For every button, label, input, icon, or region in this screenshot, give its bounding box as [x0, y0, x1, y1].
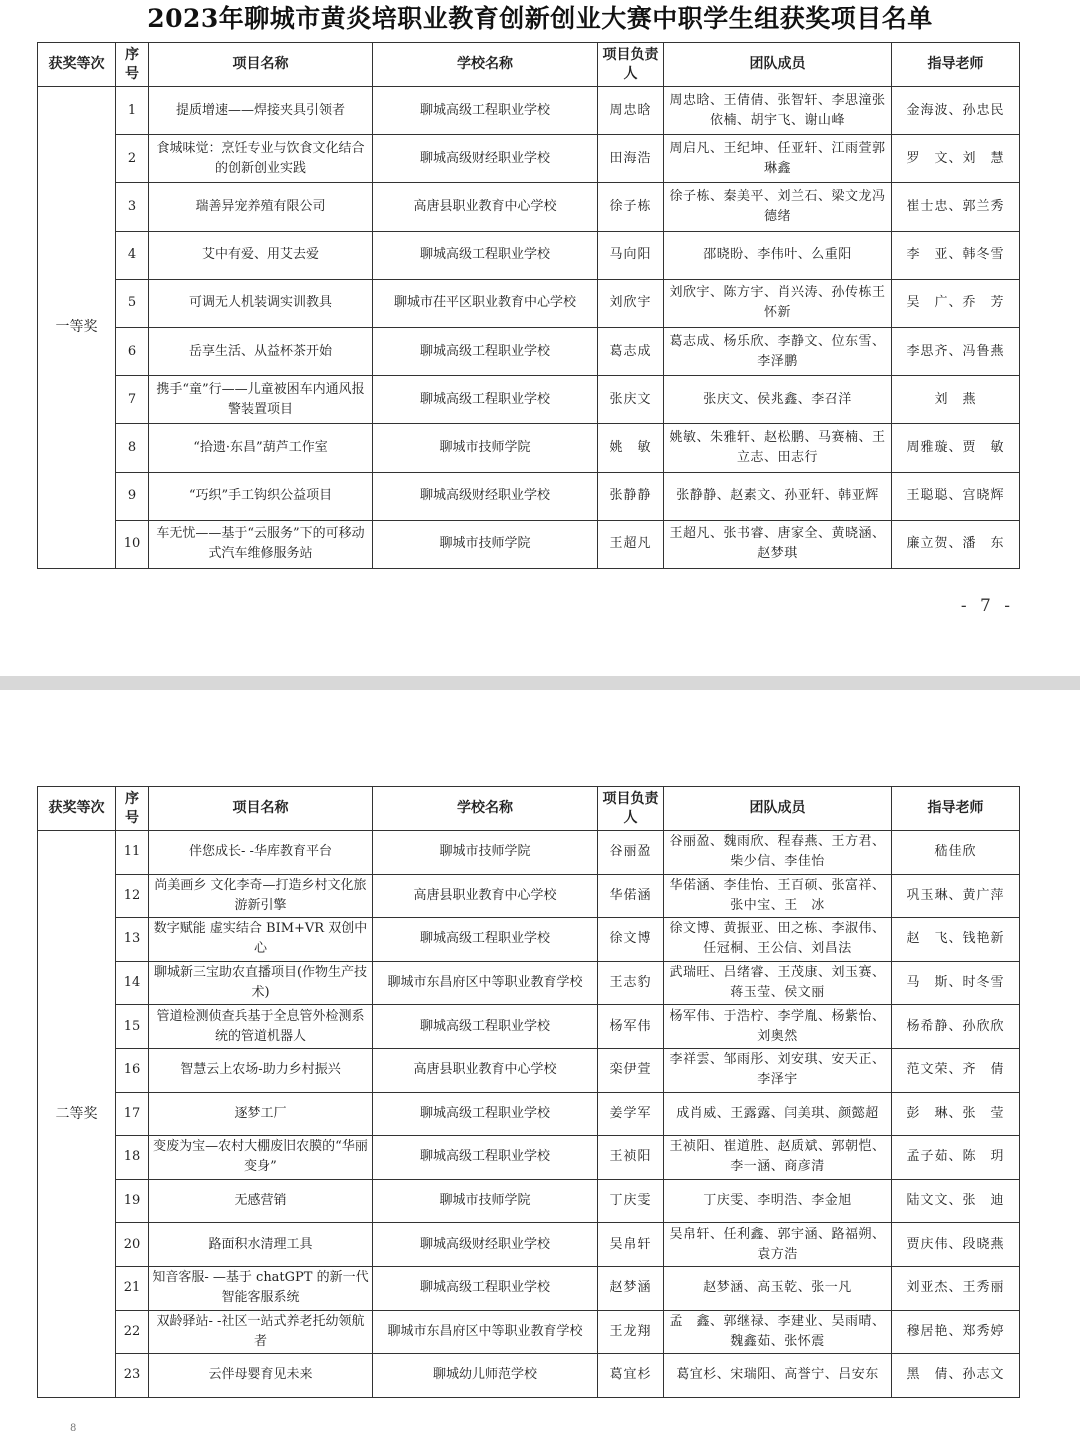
team-members-cell: 杨军伟、于浩柠、李学胤、杨紫怡、刘奥然 [664, 1005, 892, 1049]
table-row [38, 874, 1020, 918]
team-members-cell: 周启凡、王纪坤、任亚轩、江雨萱郭琳鑫 [664, 135, 892, 183]
team-members-cell: 周忠晗、王倩倩、张智轩、李思潼张依楠、胡宇飞、谢山峰 [664, 87, 892, 135]
table-row [38, 424, 1020, 472]
table-row [38, 1005, 1020, 1049]
header-award-level: 获奖等次 [38, 787, 116, 831]
table-row [38, 1223, 1020, 1267]
project-name-cell: 岳享生活、从益杯茶开始 [149, 327, 373, 375]
school-name-cell: 聊城市茌平区职业教育中心学校 [373, 279, 598, 327]
header-project-name: 项目名称 [149, 787, 373, 831]
school-name-cell: 聊城市东昌府区中等职业教育学校 [373, 961, 598, 1005]
team-members-cell: 葛宜杉、宋瑞阳、高誉宁、吕安东 [664, 1354, 892, 1398]
serial-number-cell: 13 [116, 918, 149, 962]
serial-number-cell: 15 [116, 1005, 149, 1049]
project-name-cell: “拾遗·东昌”葫芦工作室 [149, 424, 373, 472]
page-separator [0, 676, 1080, 690]
project-name-cell: 食城味觉：烹饪专业与饮食文化结合的创新创业实践 [149, 135, 373, 183]
advisor-cell: 陆文文、张 迪 [892, 1179, 1020, 1223]
advisor-cell: 孟子茹、陈 玥 [892, 1136, 1020, 1180]
advisor-cell: 黑 倩、孙志文 [892, 1354, 1020, 1398]
project-name-cell: 聊城新三宝助农直播项目(作物生产技术) [149, 961, 373, 1005]
team-members-cell: 刘欣宇、陈方宇、肖兴涛、孙传栋王怀新 [664, 279, 892, 327]
table-row [38, 327, 1020, 375]
school-name-cell: 聊城市技师学院 [373, 424, 598, 472]
table-row [38, 135, 1020, 183]
project-leader-cell: 王超凡 [598, 520, 664, 568]
table-row [38, 183, 1020, 231]
project-leader-cell: 赵梦涵 [598, 1266, 664, 1310]
serial-number-cell: 4 [116, 231, 149, 279]
header-project-leader: 项目负责人 [598, 43, 664, 87]
team-members-cell: 吴帛轩、任利鑫、郭宇涵、路福朔、袁方浩 [664, 1223, 892, 1267]
school-name-cell: 聊城高级工程职业学校 [373, 1092, 598, 1136]
serial-number-cell: 18 [116, 1136, 149, 1180]
serial-number-cell: 21 [116, 1266, 149, 1310]
header-project-name: 项目名称 [149, 43, 373, 87]
advisor-cell: 彭 琳、张 莹 [892, 1092, 1020, 1136]
project-leader-cell: 徐子栋 [598, 183, 664, 231]
table-row [38, 376, 1020, 424]
advisor-cell: 刘 燕 [892, 376, 1020, 424]
team-members-cell: 丁庆雯、李明浩、李金旭 [664, 1179, 892, 1223]
table-row [38, 1266, 1020, 1310]
table-row [38, 918, 1020, 962]
team-members-cell: 武瑞旺、吕绪睿、王茂康、刘玉赛、蒋玉莹、侯文丽 [664, 961, 892, 1005]
project-leader-cell: 杨军伟 [598, 1005, 664, 1049]
advisor-cell: 巩玉琳、黄广萍 [892, 874, 1020, 918]
project-leader-cell: 栾伊萱 [598, 1048, 664, 1092]
serial-number-cell: 1 [116, 87, 149, 135]
project-name-cell: 艾中有爱、用艾去爱 [149, 231, 373, 279]
advisor-cell: 嵇佳欣 [892, 831, 1020, 875]
project-leader-cell: 田海浩 [598, 135, 664, 183]
team-members-cell: 赵梦涵、高玉乾、张一凡 [664, 1266, 892, 1310]
project-leader-cell: 王龙翔 [598, 1310, 664, 1354]
award-level-cell: 一等奖 [38, 87, 116, 569]
table-row [38, 520, 1020, 568]
school-name-cell: 聊城市技师学院 [373, 520, 598, 568]
project-name-cell: 逐梦工厂 [149, 1092, 373, 1136]
project-name-cell: 管道检测侦查兵基于全息管外检测系统的管道机器人 [149, 1005, 373, 1049]
team-members-cell: 张静静、赵素文、孙亚轩、韩亚辉 [664, 472, 892, 520]
team-members-cell: 谷丽盈、魏雨欣、程春燕、王方君、柴少信、李佳怡 [664, 831, 892, 875]
team-members-cell: 徐文博、黄振亚、田之栋、李淑伟、任冠桐、王公信、刘昌法 [664, 918, 892, 962]
project-name-cell: 提质增速——焊接夹具引领者 [149, 87, 373, 135]
project-leader-cell: 张静静 [598, 472, 664, 520]
table-row [38, 279, 1020, 327]
school-name-cell: 聊城市技师学院 [373, 1179, 598, 1223]
advisor-cell: 穆居艳、郑秀婷 [892, 1310, 1020, 1354]
team-members-cell: 邵晓盼、李伟叶、么重阳 [664, 231, 892, 279]
project-name-cell: 变废为宝—农村大棚废旧农膜的“华丽变身” [149, 1136, 373, 1180]
table-row [38, 1354, 1020, 1398]
project-leader-cell: 葛志成 [598, 327, 664, 375]
serial-number-cell: 8 [116, 424, 149, 472]
table-row [38, 1092, 1020, 1136]
advisor-cell: 赵 飞、钱艳新 [892, 918, 1020, 962]
project-name-cell: 携手“童”行——儿童被困车内通风报警装置项目 [149, 376, 373, 424]
project-name-cell: 瑞善异宠养殖有限公司 [149, 183, 373, 231]
project-leader-cell: 王祯阳 [598, 1136, 664, 1180]
awards-table-second-prize [37, 786, 1020, 1398]
school-name-cell: 高唐县职业教育中心学校 [373, 1048, 598, 1092]
project-name-cell: 可调无人机装调实训教具 [149, 279, 373, 327]
serial-number-cell: 10 [116, 520, 149, 568]
header-school-name: 学校名称 [373, 43, 598, 87]
team-members-cell: 张庆文、侯兆鑫、李召洋 [664, 376, 892, 424]
advisor-cell: 王聪聪、宫晓辉 [892, 472, 1020, 520]
project-name-cell: 伴您成长- -华库教育平台 [149, 831, 373, 875]
document-title: 2023年聊城市黄炎培职业教育创新创业大赛中职学生组获奖项目名单 [147, 4, 933, 33]
project-leader-cell: 丁庆雯 [598, 1179, 664, 1223]
school-name-cell: 高唐县职业教育中心学校 [373, 183, 598, 231]
header-team-members: 团队成员 [664, 43, 892, 87]
advisor-cell: 罗 文、刘 慧 [892, 135, 1020, 183]
project-name-cell: 尚美画乡 文化李奇—打造乡村文化旅游新引擎 [149, 874, 373, 918]
award-level-cell: 二等奖 [38, 831, 116, 1398]
project-leader-cell: 周忠晗 [598, 87, 664, 135]
serial-number-cell: 3 [116, 183, 149, 231]
project-name-cell: 无感营销 [149, 1179, 373, 1223]
school-name-cell: 聊城高级工程职业学校 [373, 87, 598, 135]
serial-number-cell: 17 [116, 1092, 149, 1136]
project-name-cell: 智慧云上农场-助力乡村振兴 [149, 1048, 373, 1092]
project-leader-cell: 谷丽盈 [598, 831, 664, 875]
school-name-cell: 聊城高级财经职业学校 [373, 135, 598, 183]
header-advisor: 指导老师 [892, 787, 1020, 831]
header-team-members: 团队成员 [664, 787, 892, 831]
table-row [38, 1310, 1020, 1354]
school-name-cell: 聊城市东昌府区中等职业教育学校 [373, 1310, 598, 1354]
serial-number-cell: 9 [116, 472, 149, 520]
advisor-cell: 杨希静、孙欣欣 [892, 1005, 1020, 1049]
table-row [38, 1048, 1020, 1092]
school-name-cell: 高唐县职业教育中心学校 [373, 874, 598, 918]
project-name-cell: 云伴母婴育见未来 [149, 1354, 373, 1398]
school-name-cell: 聊城高级工程职业学校 [373, 327, 598, 375]
serial-number-cell: 14 [116, 961, 149, 1005]
team-members-cell: 王超凡、张书睿、唐家全、黄晓涵、赵梦琪 [664, 520, 892, 568]
project-leader-cell: 华偌涵 [598, 874, 664, 918]
team-members-cell: 葛志成、杨乐欣、李静文、位东雪、李泽鹏 [664, 327, 892, 375]
team-members-cell: 王祯阳、崔道胜、赵质斌、郭朝恺、李一涵、商彦清 [664, 1136, 892, 1180]
school-name-cell: 聊城高级工程职业学校 [373, 231, 598, 279]
header-school-name: 学校名称 [373, 787, 598, 831]
table-row [38, 961, 1020, 1005]
advisor-cell: 马 斯、时冬雪 [892, 961, 1020, 1005]
project-leader-cell: 王志豹 [598, 961, 664, 1005]
next-page-mark: 8 [70, 1423, 77, 1434]
advisor-cell: 崔士忠、郭兰秀 [892, 183, 1020, 231]
table-row [38, 87, 1020, 135]
project-leader-cell: 马向阳 [598, 231, 664, 279]
serial-number-cell: 20 [116, 1223, 149, 1267]
school-name-cell: 聊城高级工程职业学校 [373, 918, 598, 962]
serial-number-cell: 7 [116, 376, 149, 424]
team-members-cell: 华偌涵、李佳怡、王百硕、张富祥、张中宝、王 冰 [664, 874, 892, 918]
serial-number-cell: 19 [116, 1179, 149, 1223]
school-name-cell: 聊城高级工程职业学校 [373, 1136, 598, 1180]
awards-table-first-prize [37, 42, 1020, 569]
serial-number-cell: 23 [116, 1354, 149, 1398]
serial-number-cell: 12 [116, 874, 149, 918]
team-members-cell: 成肖威、王露露、闫美琪、颜懿超 [664, 1092, 892, 1136]
project-leader-cell: 徐文博 [598, 918, 664, 962]
project-name-cell: 数字赋能 虚实结合 BIM+VR 双创中心 [149, 918, 373, 962]
project-name-cell: 双龄驿站- -社区一站式养老托幼领航者 [149, 1310, 373, 1354]
header-award-level: 获奖等次 [38, 43, 116, 87]
table-row [38, 1179, 1020, 1223]
table-row [38, 231, 1020, 279]
serial-number-cell: 5 [116, 279, 149, 327]
serial-number-cell: 11 [116, 831, 149, 875]
team-members-cell: 姚敏、朱雅轩、赵松鹏、马赛楠、王立志、田志行 [664, 424, 892, 472]
project-name-cell: 路面积水清理工具 [149, 1223, 373, 1267]
header-serial-number: 序号 [116, 787, 149, 831]
serial-number-cell: 6 [116, 327, 149, 375]
header-advisor: 指导老师 [892, 43, 1020, 87]
team-members-cell: 徐子栋、秦美平、刘兰石、梁文龙冯德绪 [664, 183, 892, 231]
school-name-cell: 聊城高级财经职业学校 [373, 1223, 598, 1267]
advisor-cell: 吴 广、乔 芳 [892, 279, 1020, 327]
team-members-cell: 孟 鑫、郭继禄、李建业、吴雨晴、魏鑫茹、张怀震 [664, 1310, 892, 1354]
advisor-cell: 李 亚、韩冬雪 [892, 231, 1020, 279]
table-header-row [38, 43, 1020, 87]
school-name-cell: 聊城高级工程职业学校 [373, 1266, 598, 1310]
table-header-row [38, 787, 1020, 831]
project-leader-cell: 姜学军 [598, 1092, 664, 1136]
advisor-cell: 周雅璇、贾 敏 [892, 424, 1020, 472]
table-row [38, 1136, 1020, 1180]
advisor-cell: 范文荣、齐 倩 [892, 1048, 1020, 1092]
advisor-cell: 廉立贺、潘 东 [892, 520, 1020, 568]
table-row [38, 831, 1020, 875]
header-serial-number: 序号 [116, 43, 149, 87]
school-name-cell: 聊城高级工程职业学校 [373, 376, 598, 424]
school-name-cell: 聊城市技师学院 [373, 831, 598, 875]
school-name-cell: 聊城高级工程职业学校 [373, 1005, 598, 1049]
school-name-cell: 聊城高级财经职业学校 [373, 472, 598, 520]
project-leader-cell: 张庆文 [598, 376, 664, 424]
advisor-cell: 刘亚杰、王秀丽 [892, 1266, 1020, 1310]
project-name-cell: “巧织”手工钩织公益项目 [149, 472, 373, 520]
project-leader-cell: 刘欣宇 [598, 279, 664, 327]
header-project-leader: 项目负责人 [598, 787, 664, 831]
advisor-cell: 李思齐、冯鲁燕 [892, 327, 1020, 375]
team-members-cell: 李祥雲、邹雨彤、刘安琪、安天正、李泽宇 [664, 1048, 892, 1092]
serial-number-cell: 16 [116, 1048, 149, 1092]
project-leader-cell: 姚 敏 [598, 424, 664, 472]
project-name-cell: 车无忧——基于“云服务”下的可移动式汽车维修服务站 [149, 520, 373, 568]
project-name-cell: 知音客服- —基于 chatGPT 的新一代智能客服系统 [149, 1266, 373, 1310]
advisor-cell: 金海波、孙忠民 [892, 87, 1020, 135]
table-row [38, 472, 1020, 520]
page-number: - 7 - [960, 596, 1014, 616]
document-page-7 [0, 0, 1080, 676]
school-name-cell: 聊城幼儿师范学校 [373, 1354, 598, 1398]
serial-number-cell: 22 [116, 1310, 149, 1354]
serial-number-cell: 2 [116, 135, 149, 183]
project-leader-cell: 葛宜杉 [598, 1354, 664, 1398]
advisor-cell: 贾庆伟、段晓燕 [892, 1223, 1020, 1267]
project-leader-cell: 吴帛轩 [598, 1223, 664, 1267]
